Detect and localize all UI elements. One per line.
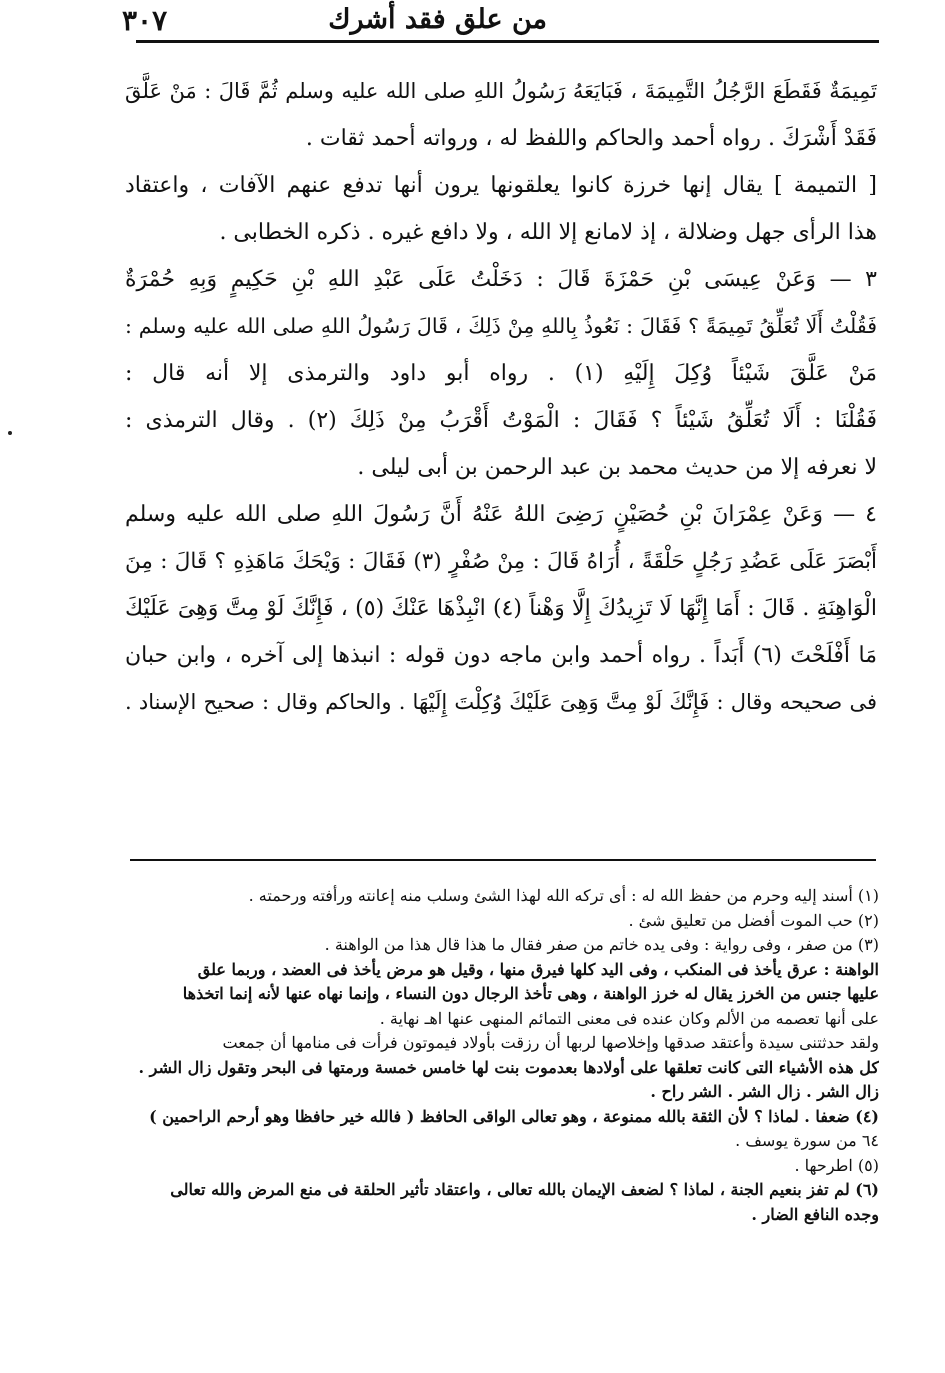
text-line: فَقَدْ أَشْرَكَ . رواه أحمد والحاكم واللفظ له ، ورواته أحمد ثقات . <box>305 126 877 151</box>
text-line: مَنْ عَلَّقَ شَيْئاً وُكِلَ إِلَيْهِ (١) . رواه أبو داود والترمذى إلا أنه قال : <box>125 361 877 386</box>
text-line: فى صحيحه وقال : فَإِنَّكَ لَوْ مِتَّ وَهِىَ عَلَيْكَ وُكِلْتَ إِلَيْهَا . والحاكم وقال : صحيح الإسناد . <box>125 690 877 714</box>
footnote-line: ولقد حدثتنى سيدة وأعتقد صدقها وإخلاصها لربها أن رزقت بأولاد فيموتون فرأت فى منامها أن جمعت <box>222 1033 879 1052</box>
running-title: من علق فقد أشرك <box>328 4 547 35</box>
footnote-line: وجده النافع الضار . <box>751 1204 879 1224</box>
hadith-3-line: ٣ — وَعَنْ عِيسَى بْنِ حَمْزَةَ قَالَ : دَخَلْتُ عَلَى عَبْدِ اللهِ بْنِ حَكِيمٍ وَبِهِ حُمْرَةٌ <box>125 267 877 292</box>
text-line: الْوَاهِنَةِ . قَالَ : أَمَا إِنَّهَا لَا تَزِيدُكَ إِلَّا وَهْناً (٤) انْبِذْهَا عَنْكَ (٥) ، فَإِنَّكَ لَوْ مِتَّ وَهِىَ عَلَيْكَ <box>125 596 877 621</box>
text-line: لا نعرفه إلا من حديث محمد بن عبد الرحمن بن أبى ليلى . <box>357 455 877 480</box>
footnotes <box>124 884 879 1227</box>
text-line: تَمِيمَةٌ فَقَطَعَ الرَّجُلُ التَّمِيمَةَ ، فَبَايَعَهُ رَسُولُ اللهِ صلى الله عليه وسلم ثُمَّ قَالَ : مَنْ عَلَّقَ <box>125 79 877 103</box>
text-line: مَا أَفْلَحْتَ (٦) أَبَداً . رواه أحمد وابن ماجه دون قوله : انبذها إلى آخره ، وابن حبان <box>125 643 877 668</box>
footnote-line: كل هذه الأشياء التى كانت تعلقها على أولادها بعدموت بنت لها خامس خمسة ورمتها فى البحر وتقول زال الشر . <box>138 1057 879 1077</box>
text-line: فَقُلْنَا : أَلَا تُعَلِّقُ شَيْئاً ؟ فَقَالَ : الْمَوْتُ أَقْرَبُ مِنْ ذَلِكَ (٢) . وقال الترمذى : <box>125 408 877 433</box>
footnote-line: الواهنة : عرق يأخذ فى المنكب ، وفى اليد كلها فيرق منها ، وقيل هو مرض يأخذ فى العضد ، وربما علق <box>197 959 879 979</box>
text-line: [ التميمة ] يقال إنها خرزة كانوا يعلقونها يرون أنها تدفع عنهم الآفات ، واعتقاد <box>125 173 877 198</box>
text-line: أَبْصَرَ عَلَى عَضُدِ رَجُلٍ حَلْقَةً ، أُرَاهُ قَالَ : مِنْ صُفْرٍ (٣) فَقَالَ : وَيْحَكَ مَاهَذِهِ ؟ قَالَ : مِنَ <box>125 549 877 574</box>
page-number: ٣٠٧ <box>122 4 168 37</box>
scan-speck <box>8 431 12 435</box>
footnote-rule <box>130 859 876 861</box>
hadith-4-line: ٤ — وَعَنْ عِمْرَانَ بْنِ حُصَيْنٍ رَضِىَ اللهُ عَنْهُ أَنَّ رَسُولَ اللهِ صلى الله عليه وسلم <box>125 502 877 527</box>
footnote-line: ٦٤ من سورة يوسف . <box>735 1131 879 1150</box>
footnote-4: (٤) ضعفا . لماذا ؟ لأن الثقة بالله ممنوعة ، وهو تعالى الواقى الحافظ ( فالله خير حافظا وهو أرحم الراحمين ) <box>149 1106 879 1126</box>
footnote-2: (٢) حب الموت أفضل من تعليق شئ . <box>628 910 879 930</box>
footnote-line: عليها جنس من الخرز يقال له خرز الواهنة ، وهى تأخذ الرجال دون النساء ، وإنما نهاه عنها لأنه إنما اتخذها <box>182 984 879 1003</box>
footnote-3: (٣) من صفر ، وفى رواية : وفى يده خاتم من صفر فقال ما هذا قال هذا من الواهنة . <box>324 935 879 954</box>
header-rule <box>136 40 879 43</box>
footnote-5: (٥) اطرحها . <box>794 1155 879 1175</box>
footnote-6: (٦) لم تفز بنعيم الجنة ، لماذا ؟ لضعف الإيمان بالله تعالى ، واعتقاد تأثير الحلقة فى منع المرض والله تعالى <box>170 1180 879 1199</box>
main-text <box>125 68 877 726</box>
footnote-line: زال الشر . زال الشر . الشر راح . <box>650 1082 879 1101</box>
footnote-line: على أنها تعصمه من الألم وكان عنده فى معنى التمائم المنهى عنها اهـ نهاية . <box>379 1008 879 1028</box>
footnote-1: (١) أسند إليه وحرم من حفظ الله له : أى تركه الله لهذا الشئ وسلب منه إعانته ورأفته ورحمته . <box>248 886 879 905</box>
text-line: فَقُلْتُ أَلَا تُعَلِّقُ تَمِيمَةً ؟ فَقَالَ : نَعُوذُ بِاللهِ مِنْ ذَلِكَ ، قَالَ رَسُولُ اللهِ صلى الله عليه وسلم : <box>125 314 877 338</box>
text-line: هذا الرأى جهل وضلالة ، إذ لامانع إلا الله ، ولا دافع غيره . ذكره الخطابى . <box>219 220 877 245</box>
